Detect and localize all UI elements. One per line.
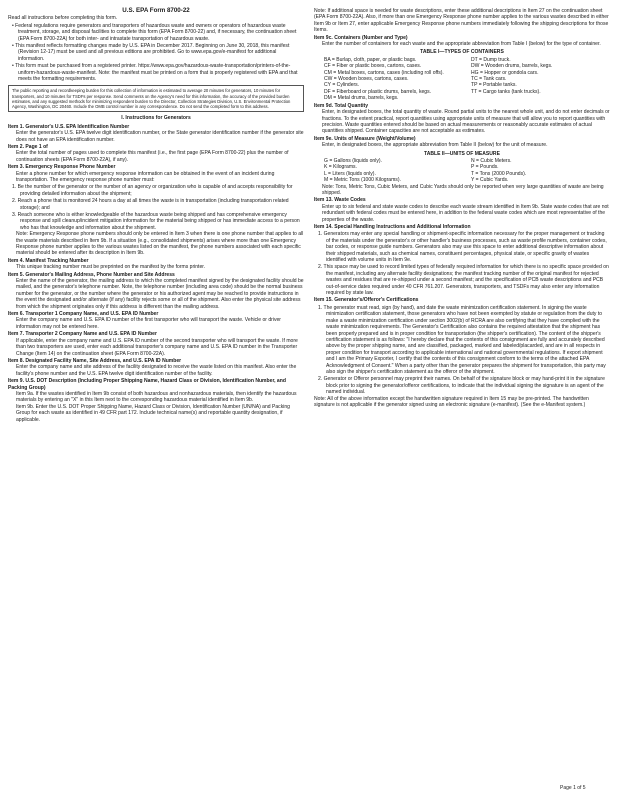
intro-bullet: • Federal regulations require generators and transporters of hazardous waste and owners or operators of hazardous waste treatment, storage, and disposal facilities to complete this form (EPA Form 8700-22) and, if necessary, the continuation sheet (EPA Form 8700-22A) for both inter- and intrastate transportation of hazardous waste. — [12, 22, 297, 42]
table-cell: BA = Burlap, cloth, paper, or plastic bags. — [324, 56, 417, 63]
table2-note: Note: Tons, Metric Tons, Cubic Meters, and Cubic Yards should only be reported when very large quantities of waste are being shipped. — [322, 183, 604, 196]
item-text: Enter a phone number for which emergency response information can be obtained in the event of an incident during transportation. The emergency response phone number must: — [16, 170, 275, 183]
item-label: Item 7. Transporter 2 Company Name and U.S. EPA ID Number — [8, 331, 157, 338]
table-cell: M = Metric Tons (1000 Kilograms). — [324, 177, 401, 184]
list-item: 2. Reach a phone that is monitored 24 hours a day at all times the waste is in transportation (including transportation related storage); and — [12, 198, 289, 211]
table-cell: G = Gallons (liquids only). — [324, 157, 382, 164]
table-cell: TT = Cargo tanks (tank trucks). — [471, 88, 541, 95]
table-cell: DF = Fiberboard or plastic drums, barrels, kegs. — [324, 88, 432, 95]
item3-note: Note: Emergency Response phone numbers should only be entered in Item 3 when there is one phone number that applies to all the waste materials described in Item 9b. If a situation (e.g., consolidated shipments) arises where more than one Emergency Response phone number applies to the various wastes listed on the manifest, the phone numbers associated with each specific material should be entered after its description in Item 9b. — [16, 231, 304, 257]
item-label: Item 6. Transporter 1 Company Name, and U.S. EPA ID Number — [8, 311, 159, 318]
intro-bullet: • This form must be purchased from a registered printer. https://www.epa.gov/hazardous-waste-transportation/printers-of-the-uniform-hazardous-waste-manifest. Note: the manifest must be printed on a form that is properly registered with EPA and that meets the formatting requirements. — [12, 63, 298, 83]
item-text: Enter the name of the generator, the mailing address to which the completed manifest signed by the designated facility should be mailed, and the generator's telephone number. Note, the telephone number (including area code) should be the normal business number for the generator, or the number where the generator or his authorized agent may be reached to provide instructions in the event the designated and/or alternate (if any) facility rejects some or all of the shipment. Also enter the physical site address from which the shipment originates only if this address is different than the mailing address. — [16, 278, 304, 310]
table2-title: TABLE II—UNITS OF MEASURE — [424, 150, 500, 157]
item-label: Item 8. Designated Facility Name, Site Address, and U.S. EPA ID Number — [8, 357, 182, 364]
table-cell: HG = Hopper or gondola cars. — [471, 69, 539, 76]
list-item: 2. This space may be used to record limited types of federally required information for which there is no specific space provided on the manifest, including any alternate facility designations; the manifest tracking number of the original manifest for rejected wastes and residues that are re-shipped under a second manifest; and the specification of PCB waste descriptions and PCB out-of-service dates required under 40 CFR 761.207. Generators, transporters, and TSDFs may also enter any information required by state law. — [318, 264, 609, 297]
item-label: Item 9e. Units of Measure (Weight/Volume) — [314, 135, 416, 142]
table-cell: CM = Metal boxes, cartons, cases (including roll offs). — [324, 69, 444, 76]
item-label: Item 9d. Total Quantity — [314, 102, 369, 109]
item9-continuation-note: Note: If additional space is needed for waste descriptions, enter these additional descriptions in Item 27 on the continuation sheet (EPA Form 8700-22A). Also, if more than one Emergency Response phone number applies to the various wastes described in either Item 9b or Item 27, enter applicable Emergency Response phone numbers immediately following the shipping descriptions for those Items. — [314, 8, 609, 34]
section-heading-generators: I. Instructions for Generators — [121, 115, 191, 122]
item-text: Enter the number of containers for each waste and the appropriate abbreviation from Table I (below) for the type of container. — [322, 41, 601, 48]
container-types-table — [314, 57, 610, 102]
closing-note: Note: All of the above information except the handwritten signature required in Item 15 may be pre-printed. The handwritten signature is not applicable if the generator signed using an electronic signature (e-manifest). (See the e-Manifest system.) — [314, 395, 589, 408]
table-cell: CY = Cylinders. — [324, 82, 360, 89]
table-cell: TP = Portable tanks. — [471, 82, 517, 89]
item-text: Enter the company name and site address of the facility designated to receive the waste listed on this manifest. Also enter the facility's phone number and the U.S. EPA twelve digit identification number of the facility. — [16, 364, 297, 377]
table-cell: CF = Fiber or plastic boxes, cartons, cases. — [324, 63, 422, 70]
item-label: Item 9c. Containers (Number and Type) — [314, 34, 408, 41]
list-item: 1. Generators may enter any special handling or shipment-specific information necessary for the proper management or tracking of the materials under the generator's or other handler's business processes, such as waste profile numbers, container codes, bar codes, or response guide numbers. Generators also may use this space to enter additional descriptive information about their shipped materials, such as chemical names, constituent percentages, physical state, or specific gravity of wastes identified with volume units in Item 9e. — [318, 231, 607, 264]
list-item: 2. Generator or Offeror personnel may preprint their names. On behalf of the signature block or may hand-print it in the signature block prior to signing the generator/offeror certifications, to indicate that the individual signing the signature is an agent of the named individual. — [318, 376, 605, 396]
intro-text: Read all instructions before completing this form. — [8, 15, 118, 22]
item-text: Item 9b. Enter the U.S. DOT Proper Shipping Name, Hazard Class or Division, Identification Number (UN/NA) and Packing Group for each waste as identified in 49 CFR part 172. Include technical name(s) and reportable quantity designation, if applicable. — [16, 403, 290, 423]
item-text: This unique tracking number must be preprinted on the manifest by the forms printer. — [16, 264, 206, 271]
item-text: Enter, in designated boxes, the total quantity of waste. Round partial units to the nearest whole unit, and do not enter decimals or fractions. To the extent practical, report quantities using appropriate units of measure that will allow you to report quantities with precision. Waste quantities entered should be based on actual measurements or reasonably accurate estimates of actual quantities shipped. Container capacities are not acceptable as estimates. — [322, 109, 610, 135]
table-cell — [471, 95, 610, 101]
item-label: Item 4. Manifest Tracking Number — [8, 257, 89, 264]
item-label: Item 14. Special Handling Instructions and Additional Information — [314, 224, 471, 230]
item-label: Item 13. Waste Codes — [314, 197, 366, 204]
burden-note-box: The public reporting and recordkeeping burden for this collection of information is estimated to average 20 minutes for generators, 10 minutes for transporters, and 10 minutes for TSDFs per response. Send comments on the Agency's need for this information, the accuracy of the provided burden estimates, and any suggested methods for minimizing respondent burden to the Director, Collection Strategies Division, U.S. Environmental Protection Agency, Washington, DC 20460. Include the OMB control number in any correspondence. Do not send the completed form to this address. — [8, 85, 304, 112]
item-text: If applicable, enter the company name and U.S. EPA ID number of the second transporter who will transport the waste. If more than two transporters are used, enter each additional transporter's company name and U.S. EPA ID number in the Transporter Change (Item 14) on the continuation sheet (EPA Form 8700-22A). — [16, 337, 298, 357]
table-cell: L = Liters (liquids only). — [324, 170, 376, 177]
table1-title: TABLE I—TYPES OF CONTAINERS — [420, 49, 504, 56]
item-text: Enter, in designated boxes, the appropriate abbreviation from Table II (below) for the unit of measure. — [322, 142, 548, 149]
table-cell: DW = Wooden drums, barrels, kegs. — [471, 63, 553, 70]
item-text: Enter up to six federal and state waste codes to describe each waste stream identified in Item 9b. State waste codes that are not redundant with federal codes must be entered here, in addition to the federal waste codes which are most representative of the properties of the waste. — [322, 203, 609, 223]
item-label: Item 5. Generator's Mailing Address, Phone Number and Site Address — [8, 271, 175, 278]
item-text: Item 9a. If the wastes identified in Item 9b consist of both hazardous and nonhazardous materials, then identify the hazardous materials by entering an "X" in this Item next to the corresponding hazardous material identified in Item 9b. — [16, 390, 297, 404]
intro-bullet: • This manifest reflects formatting changes made by U.S. EPA in December 2017. Beginning on June 30, 2018, this manifest (Revision 12-17) must be used and all previous editions are prohibited. Go to www.epa.gov/e-manifest for additional information. — [12, 43, 290, 62]
item-label: Item 15. Generator's/Offeror's Certifications — [314, 297, 419, 304]
table-cell: N = Cubic Meters. — [471, 157, 512, 164]
form-title: U.S. EPA Form 8700-22 — [122, 7, 190, 14]
item-label: Item 2. Page 1 of — [8, 143, 48, 150]
table-cell: Y = Cubic Yards. — [471, 177, 509, 184]
table-cell: DM = Metal drums, barrels, kegs. — [324, 95, 399, 102]
item-label: Item 9. U.S. DOT Description (Including Proper Shipping Name, Hazard Class or Division, Identification Number, and Packing Group) — [8, 378, 286, 391]
item-text: Enter the total number of pages used to complete this manifest (i.e., the first page (EPA Form 8700-22) plus the number of continuation sheets (EPA Form 8700-22A), if any). — [16, 150, 289, 163]
item-text: Enter the company name and U.S. EPA ID number of the first transporter who will transport the waste. Vehicle or driver information may not be entered here. — [16, 317, 281, 330]
right-column — [314, 8, 610, 408]
item-label: Item 1. Generator's U.S. EPA Identification Number — [8, 123, 130, 130]
list-item: 3. Reach someone who is either knowledgeable of the hazardous waste being shipped and has comprehensive emergency response and spill cleanup/incident mitigation information for the material being shipped or has immediate access to a person who has that knowledge and information about the shipment. — [12, 211, 300, 231]
item-label: Item 3. Emergency Response Phone Number — [8, 164, 116, 171]
table-cell: P = Pounds. — [471, 164, 499, 171]
table-cell: TC = Tank cars. — [471, 76, 507, 83]
list-item: 1. The generator must read, sign (by hand), and date the waste minimization certification statement. In signing the waste minimization certification statement, those generators who have not been exempted by statute or regulation from the duty to make a waste minimization certification under section 3002(b) of RCRA are also certifying that they have complied with the waste minimization requirements. The Generator's Certification also contains the required attestation that the shipment has been properly prepared and is in proper condition for transportation (the shipper's certification). The content of the shipper's certification statement is as follows: "I hereby declare that the contents of this consignment are fully and accurately described above by the proper shipping name, and are classified, packaged, marked and labeled/placarded, and are in all respects in proper condition for transport according to applicable international and national governmental regulations. If export shipment and I am the Primary Exporter, I certify that the contents of this consignment conform to the terms of the attached EPA Acknowledgment of Consent." When a party other than the generator prepares the shipment for transportation, this party may also sign the shipper's certification statement as the offeror of the shipment. — [318, 304, 606, 375]
table-cell: CW = Wooden boxes, cartons, cases. — [324, 76, 409, 83]
item-text: Enter the generator's U.S. EPA twelve digit identification number, or the State generator identification number if the generator site does not have an EPA identification number. — [16, 130, 304, 143]
table-cell: K = Kilograms. — [324, 164, 357, 171]
table-cell: DT = Dump truck. — [471, 56, 511, 63]
left-column — [8, 8, 304, 423]
units-table — [314, 158, 610, 184]
table-cell: T = Tons (2000 Pounds). — [471, 170, 527, 177]
list-item: 1. Be the number of the generator or the number of an agency or organization who is capable of and accepts responsibility for providing detailed information about the shipment; — [12, 184, 293, 197]
page-number: Page 1 of 5 — [560, 785, 586, 791]
